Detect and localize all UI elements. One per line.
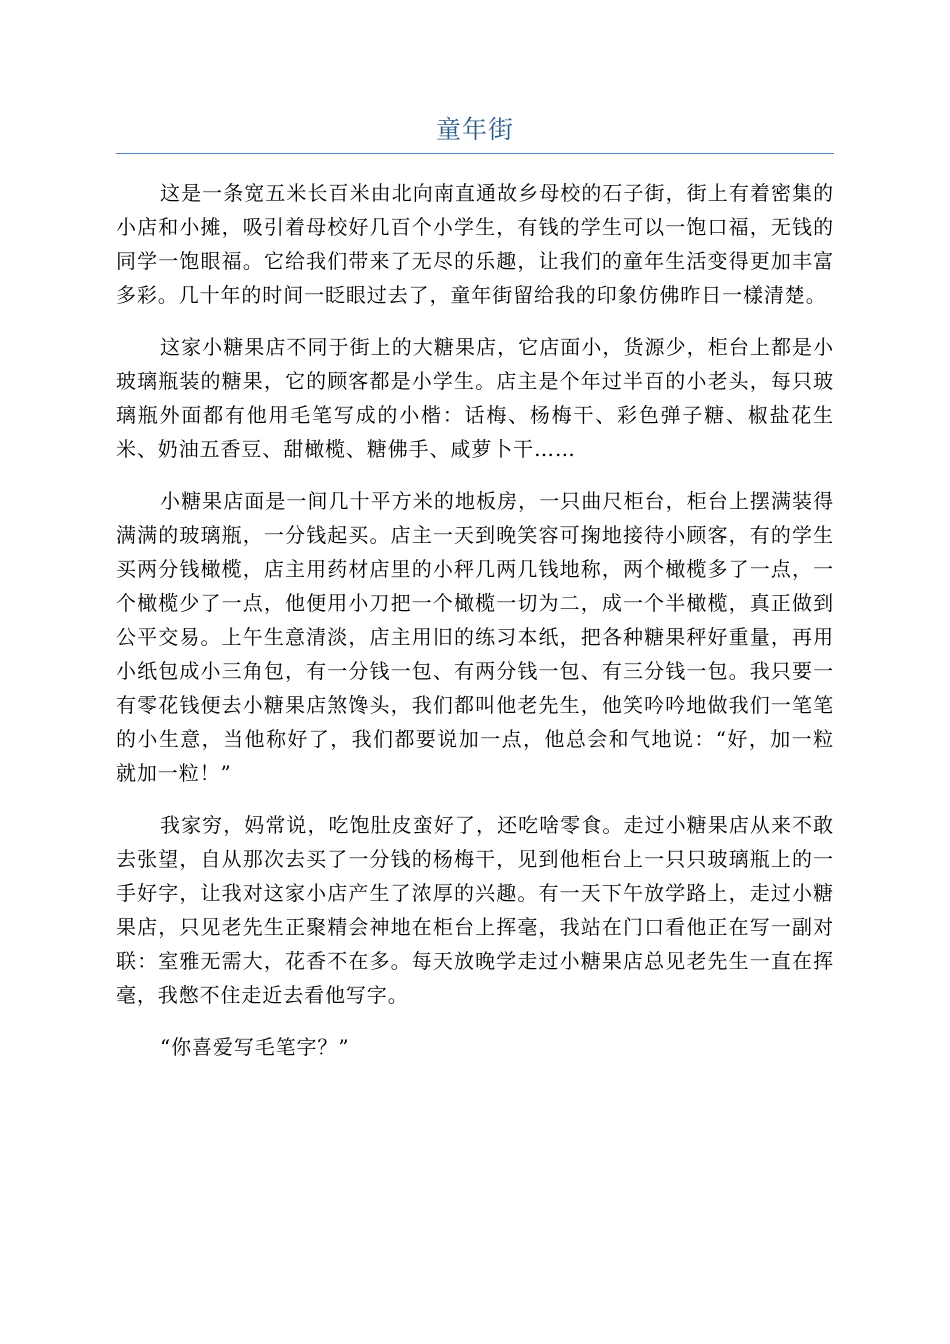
paragraph-candy-shop: 这家小糖果店不同于街上的大糖果店，它店面小，货源少，柜台上都是小玻璃瓶装的糖果，它的顾客都是小学生。店主是个年过半百的小老头，每只玻璃瓶外面都有他用毛笔写成的小楷：话梅、杨梅干、彩色弹子糖、椒盐花生米、奶油五香豆、甜橄榄、糖佛手、咸萝卜干…… <box>116 335 834 461</box>
paragraph-dialogue: “你喜爱写毛笔字？” <box>160 1035 350 1059</box>
document-title: 童年街 <box>435 115 514 144</box>
paragraph-calligraphy: 我家穷，妈常说，吃饱肚皮蛮好了，还吃啥零食。走过小糖果店从来不敢去张望，自从那次去买了一分钱的杨梅干，见到他柜台上一只只玻璃瓶上的一手好字，让我对这家小店产生了浓厚的兴趣。有一天下午放学路上，走过小糖果店，只见老先生正聚精会神地在柜台上挥毫，我站在门口看他正在写一副对联：室雅无需大，花香不在多。每天放晚学走过小糖果店总见老先生一直在挥毫，我憋不住走近去看他写字。 <box>116 813 834 1007</box>
title-underline <box>116 153 834 154</box>
document-body <box>116 168 834 1082</box>
paragraph-shop-details: 小糖果店面是一间几十平方米的地板房，一只曲尺柜台，柜台上摆满装得满满的玻璃瓶，一分钱起买。店主一天到晚笑容可掬地接待小顾客，有的学生买两分钱橄榄，店主用药材店里的小秤几两几钱地称，两个橄榄多了一点，一个橄榄少了一点，他便用小刀把一个橄榄一切为二，成一个半橄榄，真正做到公平交易。上午生意清淡，店主用旧的练习本纸，把各种糖果秤好重量，再用小纸包成小三角包，有一分钱一包、有两分钱一包、有三分钱一包。我只要一有零花钱便去小糖果店煞馋头，我们都叫他老先生，他笑吟吟地做我们一笔笔的小生意，当他称好了，我们都要说加一点，他总会和气地说：“好，加一粒就加一粒！” <box>116 489 834 785</box>
paragraph-intro: 这是一条宽五米长百米由北向南直通故乡母校的石子街，街上有着密集的小店和小摊，吸引着母校好几百个小学生，有钱的学生可以一饱口福，无钱的同学一饱眼福。它给我们带来了无尽的乐趣，让我们的童年生活变得更加丰富多彩。几十年的时间一眨眼过去了，童年街留给我的印象仿佛昨日一樣清楚。 <box>116 181 834 307</box>
